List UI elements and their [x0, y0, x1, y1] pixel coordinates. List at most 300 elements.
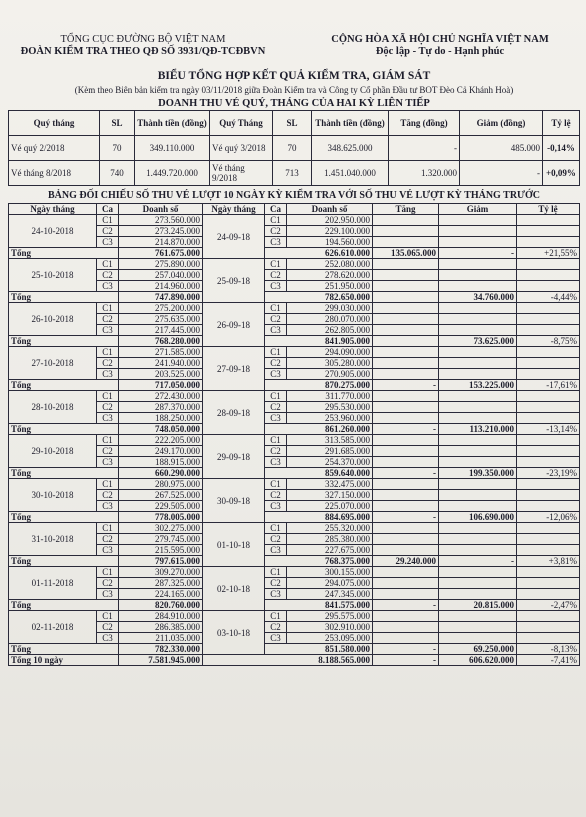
empty-cell: [373, 446, 439, 457]
previous-total-cell: 841.905.000: [265, 336, 373, 347]
empty-cell: [373, 413, 439, 424]
increase-cell: -: [373, 644, 439, 655]
shift-cell: C3: [97, 281, 119, 292]
empty-cell: [517, 534, 580, 545]
previous-revenue-cell: 247.345.000: [287, 589, 373, 600]
empty-cell: [373, 402, 439, 413]
previous-date-cell: 25-09-18: [203, 259, 265, 303]
table-header-row: [9, 204, 580, 215]
table-row: [9, 347, 580, 358]
table-cell: 485.000: [460, 136, 543, 161]
empty-cell: [517, 545, 580, 556]
shift-cell: C3: [97, 457, 119, 468]
empty-cell: [439, 237, 517, 248]
ratio-cell: -23,19%: [517, 468, 580, 479]
ratio-cell: +3,81%: [517, 556, 580, 567]
shift-cell: C1: [97, 303, 119, 314]
current-date-cell: 26-10-2018: [9, 303, 97, 336]
total-label: Tổng: [9, 512, 119, 523]
empty-cell: [439, 589, 517, 600]
shift-cell: C3: [265, 237, 287, 248]
current-total-cell: 778.005.000: [119, 512, 203, 523]
empty-cell: [373, 545, 439, 556]
empty-cell: [373, 435, 439, 446]
previous-revenue-cell: 253.095.000: [287, 633, 373, 644]
shift-cell: C3: [97, 325, 119, 336]
shift-cell: C2: [265, 578, 287, 589]
empty-cell: [439, 325, 517, 336]
empty-cell: [439, 259, 517, 270]
table-cell: Vé quý 2/2018: [9, 136, 100, 161]
empty-cell: [517, 567, 580, 578]
ratio-cell: -8,75%: [517, 336, 580, 347]
current-revenue-cell: 214.870.000: [119, 237, 203, 248]
previous-revenue-cell: 225.070.000: [287, 501, 373, 512]
national-title: CỘNG HÒA XÃ HỘI CHỦ NGHĨA VIỆT NAM: [331, 34, 549, 45]
current-revenue-cell: 249.170.000: [119, 446, 203, 457]
shift-cell: C1: [97, 435, 119, 446]
shift-cell: C3: [265, 589, 287, 600]
empty-cell: [439, 369, 517, 380]
previous-revenue-cell: 295.575.000: [287, 611, 373, 622]
grand-total-row: [9, 655, 580, 666]
previous-date-cell: 27-09-18: [203, 347, 265, 391]
shift-cell: C2: [97, 578, 119, 589]
empty-cell: [517, 369, 580, 380]
current-revenue-cell: 286.385.000: [119, 622, 203, 633]
decrease-cell: 113.210.000: [439, 424, 517, 435]
shift-cell: C1: [97, 611, 119, 622]
empty-cell: [373, 303, 439, 314]
table-cell: -: [460, 161, 543, 186]
shift-cell: C2: [265, 226, 287, 237]
current-revenue-cell: 217.445.000: [119, 325, 203, 336]
empty-cell: [373, 270, 439, 281]
empty-cell: [517, 589, 580, 600]
current-revenue-cell: 273.245.000: [119, 226, 203, 237]
previous-revenue-cell: 262.805.000: [287, 325, 373, 336]
total-label: Tổng: [9, 292, 119, 303]
previous-revenue-cell: 291.685.000: [287, 446, 373, 457]
col-header: Tỷ lệ: [517, 204, 580, 215]
shift-cell: C3: [97, 501, 119, 512]
shift-cell: C3: [97, 589, 119, 600]
ratio-cell: -17,61%: [517, 380, 580, 391]
total-row: [9, 600, 580, 611]
previous-revenue-cell: 278.620.000: [287, 270, 373, 281]
empty-cell: [517, 347, 580, 358]
current-revenue-cell: 229.505.000: [119, 501, 203, 512]
current-revenue-cell: 287.325.000: [119, 578, 203, 589]
shift-cell: C1: [265, 391, 287, 402]
total-row: [9, 468, 580, 479]
empty-cell: [373, 369, 439, 380]
decrease-cell: 153.225.000: [439, 380, 517, 391]
increase-cell: -: [373, 512, 439, 523]
empty-cell: [517, 457, 580, 468]
empty-cell: [517, 325, 580, 336]
shift-cell: C2: [265, 270, 287, 281]
table-row: [9, 215, 580, 226]
col-header: SL: [100, 111, 135, 136]
empty-cell: [439, 226, 517, 237]
empty-cell: [517, 622, 580, 633]
shift-cell: C2: [97, 358, 119, 369]
total-row: [9, 512, 580, 523]
previous-date-cell: 03-10-18: [203, 611, 265, 655]
decrease-cell: 106.690.000: [439, 512, 517, 523]
inspection-team: ĐOÀN KIỂM TRA THEO QĐ SỐ 3931/QĐ-TCĐBVN: [20, 46, 266, 57]
grand-total-label: Tổng 10 ngày: [9, 655, 119, 666]
previous-date-cell: 26-09-18: [203, 303, 265, 347]
ratio-cell: -8,13%: [517, 644, 580, 655]
empty-cell: [373, 358, 439, 369]
document-subtitle: (Kèm theo Biên bản kiểm tra ngày 03/11/2018 giữa Đoàn Kiểm tra và Công ty Cổ phần Đầu tư BOT Đèo Cả Khánh Hoà): [74, 85, 514, 95]
current-total-cell: 761.675.000: [119, 248, 203, 259]
total-label: Tổng: [9, 644, 119, 655]
empty-cell: [373, 281, 439, 292]
table-cell: Vé quý 3/2018: [210, 136, 273, 161]
previous-revenue-cell: 285.380.000: [287, 534, 373, 545]
current-revenue-cell: 275.635.000: [119, 314, 203, 325]
previous-revenue-cell: 294.090.000: [287, 347, 373, 358]
empty-cell: [373, 589, 439, 600]
col-header: Giảm: [439, 204, 517, 215]
current-revenue-cell: 222.205.000: [119, 435, 203, 446]
shift-cell: C1: [265, 347, 287, 358]
shift-cell: C2: [97, 490, 119, 501]
decrease-cell: 73.625.000: [439, 336, 517, 347]
empty-cell: [373, 567, 439, 578]
previous-revenue-cell: 311.770.000: [287, 391, 373, 402]
empty-cell: [439, 215, 517, 226]
col-header: Tăng (đồng): [389, 111, 460, 136]
shift-cell: C1: [97, 479, 119, 490]
increase-cell: -: [373, 380, 439, 391]
document-header: [8, 34, 580, 58]
current-revenue-cell: 214.960.000: [119, 281, 203, 292]
total-label: Tổng: [9, 380, 119, 391]
total-row: [9, 380, 580, 391]
empty-cell: [517, 479, 580, 490]
previous-total-cell: 626.610.000: [265, 248, 373, 259]
current-revenue-cell: 267.525.000: [119, 490, 203, 501]
shift-cell: C2: [97, 226, 119, 237]
empty-cell: [517, 215, 580, 226]
decrease-cell: -: [439, 556, 517, 567]
decrease-cell: 34.760.000: [439, 292, 517, 303]
previous-revenue-cell: 300.155.000: [287, 567, 373, 578]
shift-cell: C2: [265, 490, 287, 501]
shift-cell: C2: [97, 270, 119, 281]
table-cell: 740: [100, 161, 135, 186]
current-total-cell: 747.890.000: [119, 292, 203, 303]
increase-cell: [373, 336, 439, 347]
previous-date-cell: 28-09-18: [203, 391, 265, 435]
previous-revenue-cell: 202.950.000: [287, 215, 373, 226]
empty-cell: [517, 281, 580, 292]
col-header: Doanh số: [119, 204, 203, 215]
increase-cell: 29.240.000: [373, 556, 439, 567]
shift-cell: C1: [265, 303, 287, 314]
table-cell: -: [389, 136, 460, 161]
previous-total-cell: 859.640.000: [265, 468, 373, 479]
total-label: Tổng: [9, 556, 119, 567]
empty-cell: [439, 545, 517, 556]
total-row: [9, 336, 580, 347]
empty-cell: [439, 446, 517, 457]
previous-revenue-cell: 294.075.000: [287, 578, 373, 589]
col-header: Ngày tháng: [9, 204, 97, 215]
empty-cell: [373, 633, 439, 644]
previous-date-cell: 29-09-18: [203, 435, 265, 479]
section1-title: DOANH THU VÉ QUÝ, THÁNG CỦA HAI KỲ LIÊN TIẾP: [158, 98, 430, 109]
national-motto: Độc lập - Tự do - Hạnh phúc: [375, 46, 505, 57]
table-header-row: [9, 111, 580, 136]
current-date-cell: 29-10-2018: [9, 435, 97, 468]
empty-cell: [439, 314, 517, 325]
empty-cell: [439, 490, 517, 501]
empty-cell: [439, 479, 517, 490]
current-revenue-cell: 188.250.000: [119, 413, 203, 424]
total-label: Tổng: [9, 248, 119, 259]
empty-cell: [439, 347, 517, 358]
shift-cell: C1: [97, 567, 119, 578]
empty-cell: [517, 314, 580, 325]
current-revenue-cell: 302.275.000: [119, 523, 203, 534]
table-cell: 70: [100, 136, 135, 161]
col-header: Thành tiền (đồng): [135, 111, 210, 136]
col-header: Ngày tháng: [203, 204, 265, 215]
empty-cell: [373, 226, 439, 237]
ratio-cell: -12,06%: [517, 512, 580, 523]
increase-cell: -: [373, 600, 439, 611]
increase-cell: [373, 292, 439, 303]
table-cell: 348.625.000: [312, 136, 389, 161]
grand-current-total: 7.581.945.000: [119, 655, 203, 666]
col-header: Ca: [265, 204, 287, 215]
previous-revenue-cell: 280.070.000: [287, 314, 373, 325]
shift-cell: C3: [265, 457, 287, 468]
previous-revenue-cell: 194.560.000: [287, 237, 373, 248]
shift-cell: C1: [265, 259, 287, 270]
empty-cell: [439, 523, 517, 534]
shift-cell: C2: [97, 534, 119, 545]
col-header: Tăng: [373, 204, 439, 215]
total-row: [9, 644, 580, 655]
empty-cell: [373, 215, 439, 226]
previous-date-cell: 01-10-18: [203, 523, 265, 567]
section2-title: BẢNG ĐỐI CHIẾU SỐ THU VÉ LƯỢT 10 NGÀY KỲ KIỂM TRA VỚI SỐ THU VÉ LƯỢT KỲ THÁNG TRƯỚC: [47, 190, 541, 201]
shift-cell: C1: [97, 523, 119, 534]
empty-cell: [373, 391, 439, 402]
grand-ratio: -7,41%: [517, 655, 580, 666]
shift-cell: C3: [265, 633, 287, 644]
empty-cell: [439, 391, 517, 402]
current-total-cell: 717.050.000: [119, 380, 203, 391]
current-revenue-cell: 275.890.000: [119, 259, 203, 270]
shift-cell: C2: [97, 446, 119, 457]
current-revenue-cell: 273.560.000: [119, 215, 203, 226]
previous-date-cell: 24-09-18: [203, 215, 265, 259]
current-revenue-cell: 272.430.000: [119, 391, 203, 402]
empty-cell: [517, 501, 580, 512]
shift-cell: C2: [265, 534, 287, 545]
shift-cell: C3: [265, 413, 287, 424]
grand-increase: -: [373, 655, 439, 666]
empty-cell: [517, 611, 580, 622]
total-row: [9, 424, 580, 435]
empty-cell: [439, 358, 517, 369]
table-row: [9, 259, 580, 270]
current-date-cell: 25-10-2018: [9, 259, 97, 292]
current-revenue-cell: 188.915.000: [119, 457, 203, 468]
previous-revenue-cell: 252.080.000: [287, 259, 373, 270]
current-revenue-cell: 211.035.000: [119, 633, 203, 644]
previous-total-cell: 870.275.000: [265, 380, 373, 391]
table-row: [9, 435, 580, 446]
current-total-cell: 748.050.000: [119, 424, 203, 435]
empty-cell: [517, 490, 580, 501]
grand-decrease: 606.620.000: [439, 655, 517, 666]
previous-revenue-cell: 295.530.000: [287, 402, 373, 413]
shift-cell: C1: [97, 259, 119, 270]
current-total-cell: 768.280.000: [119, 336, 203, 347]
empty-cell: [439, 578, 517, 589]
empty-cell: [517, 523, 580, 534]
current-revenue-cell: 215.595.000: [119, 545, 203, 556]
empty-cell: [517, 237, 580, 248]
previous-total-cell: 841.575.000: [265, 600, 373, 611]
col-header: SL: [273, 111, 312, 136]
empty-cell: [439, 611, 517, 622]
col-header: Ca: [97, 204, 119, 215]
ratio-cell: -4,44%: [517, 292, 580, 303]
empty-cell: [517, 226, 580, 237]
previous-revenue-cell: 302.910.000: [287, 622, 373, 633]
current-revenue-cell: 284.910.000: [119, 611, 203, 622]
current-total-cell: 660.290.000: [119, 468, 203, 479]
table-row: [9, 611, 580, 622]
empty-cell: [373, 314, 439, 325]
previous-date-cell: 30-09-18: [203, 479, 265, 523]
table-cell: Vé tháng 9/2018: [210, 161, 273, 186]
empty-cell: [517, 435, 580, 446]
table-row: [9, 161, 580, 186]
col-header: Doanh số: [287, 204, 373, 215]
table-row: [9, 479, 580, 490]
previous-revenue-cell: 299.030.000: [287, 303, 373, 314]
table-cell: 1.451.040.000: [312, 161, 389, 186]
shift-cell: C1: [265, 611, 287, 622]
empty-cell: [439, 303, 517, 314]
col-header: Quý tháng: [9, 111, 100, 136]
table-cell: Vé tháng 8/2018: [9, 161, 100, 186]
empty-cell: [373, 523, 439, 534]
shift-cell: C1: [265, 435, 287, 446]
empty-cell: [373, 479, 439, 490]
current-date-cell: 31-10-2018: [9, 523, 97, 556]
shift-cell: C3: [97, 545, 119, 556]
header-right: [300, 34, 580, 58]
shift-cell: C3: [97, 633, 119, 644]
table-cell: +0,09%: [543, 161, 580, 186]
empty-cell: [517, 446, 580, 457]
col-header: Tỷ lệ: [543, 111, 580, 136]
previous-revenue-cell: 251.950.000: [287, 281, 373, 292]
empty-cell: [439, 622, 517, 633]
shift-cell: C2: [265, 314, 287, 325]
increase-cell: -: [373, 468, 439, 479]
previous-total-cell: 861.260.000: [265, 424, 373, 435]
shift-cell: C3: [97, 369, 119, 380]
current-revenue-cell: 203.525.000: [119, 369, 203, 380]
table-row: [9, 523, 580, 534]
previous-total-cell: 884.695.000: [265, 512, 373, 523]
shift-cell: C3: [265, 501, 287, 512]
empty-cell: [439, 567, 517, 578]
previous-revenue-cell: 254.370.000: [287, 457, 373, 468]
empty-cell: [517, 578, 580, 589]
current-date-cell: 24-10-2018: [9, 215, 97, 248]
empty-cell: [439, 633, 517, 644]
decrease-cell: 69.250.000: [439, 644, 517, 655]
empty-cell: [517, 413, 580, 424]
decrease-cell: 20.815.000: [439, 600, 517, 611]
current-total-cell: 782.330.000: [119, 644, 203, 655]
total-label: Tổng: [9, 336, 119, 347]
previous-total-cell: 782.650.000: [265, 292, 373, 303]
empty-cell: [517, 259, 580, 270]
shift-cell: C2: [97, 622, 119, 633]
current-revenue-cell: 275.200.000: [119, 303, 203, 314]
table-cell: 713: [273, 161, 312, 186]
table-row: [9, 303, 580, 314]
increase-cell: 135.065.000: [373, 248, 439, 259]
shift-cell: C2: [97, 402, 119, 413]
current-total-cell: 820.760.000: [119, 600, 203, 611]
total-label: Tổng: [9, 424, 119, 435]
grand-previous-total: 8.188.565.000: [203, 655, 373, 666]
decrease-cell: 199.350.000: [439, 468, 517, 479]
previous-total-cell: 768.375.000: [265, 556, 373, 567]
current-date-cell: 02-11-2018: [9, 611, 97, 644]
quarter-month-revenue-table: [8, 110, 580, 186]
shift-cell: C2: [265, 446, 287, 457]
empty-cell: [517, 358, 580, 369]
decrease-cell: -: [439, 248, 517, 259]
empty-cell: [517, 303, 580, 314]
shift-cell: C3: [265, 281, 287, 292]
previous-revenue-cell: 270.905.000: [287, 369, 373, 380]
col-header: Quý Tháng: [210, 111, 273, 136]
shift-cell: C2: [265, 402, 287, 413]
ratio-cell: -13,14%: [517, 424, 580, 435]
empty-cell: [517, 270, 580, 281]
empty-cell: [373, 611, 439, 622]
table-cell: 70: [273, 136, 312, 161]
empty-cell: [373, 501, 439, 512]
empty-cell: [439, 270, 517, 281]
previous-revenue-cell: 332.475.000: [287, 479, 373, 490]
current-revenue-cell: 224.165.000: [119, 589, 203, 600]
current-revenue-cell: 279.745.000: [119, 534, 203, 545]
current-revenue-cell: 257.040.000: [119, 270, 203, 281]
empty-cell: [373, 259, 439, 270]
current-revenue-cell: 309.270.000: [119, 567, 203, 578]
table-row: [9, 136, 580, 161]
empty-cell: [373, 325, 439, 336]
